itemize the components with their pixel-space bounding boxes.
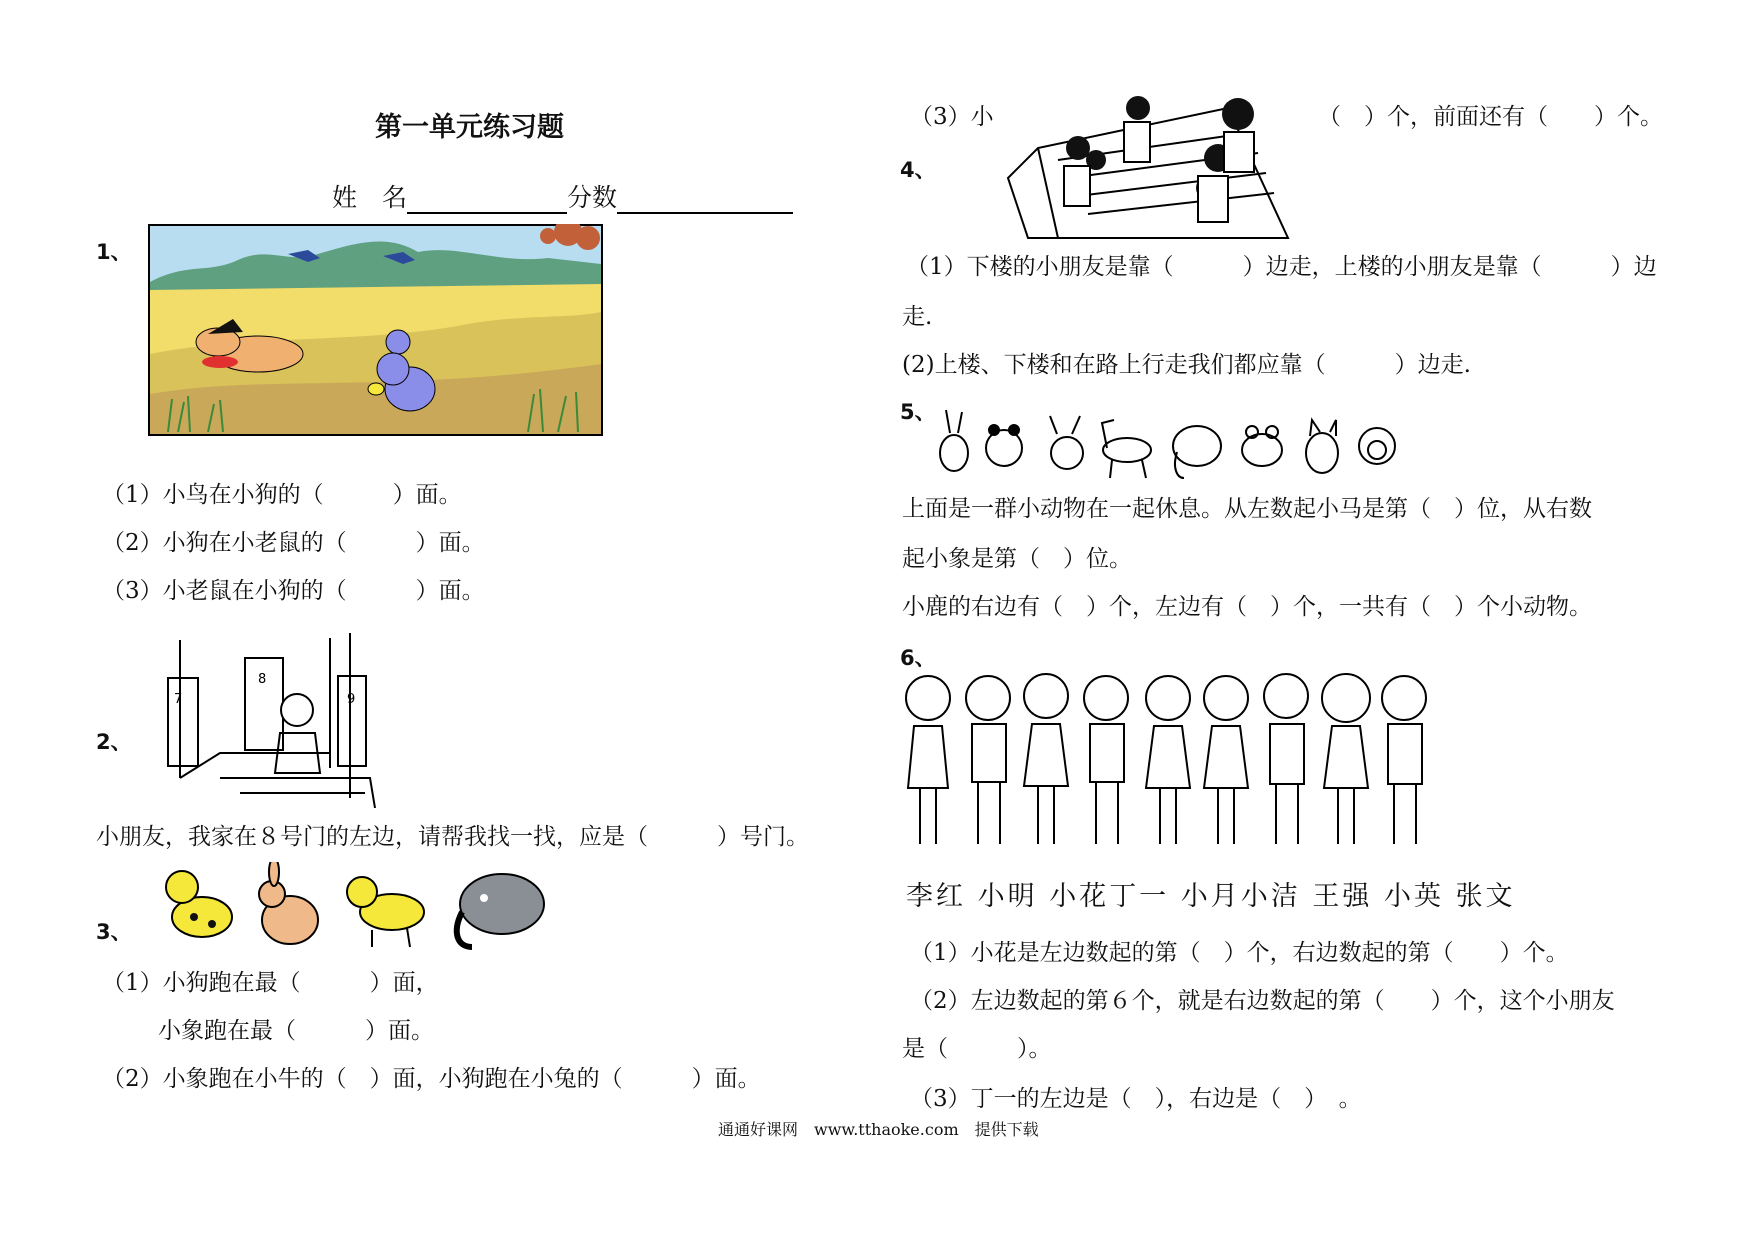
q2-text: 小朋友，我家在８号门的左边，请帮我找一找，应是（ ）号门。 [96,824,809,850]
name-score-line [332,178,793,214]
q5-line-3: 小鹿的右边有（ ）个，左边有（ ）个，一共有（ ）个小动物。 [902,594,1592,620]
dog-icon [166,871,232,937]
q3-number: 3、 [96,920,132,944]
q6-number: 6、 [900,646,936,670]
horse-icon [1102,420,1151,478]
child-name: 丁一 [1109,881,1170,912]
rabbit-icon [940,410,968,471]
q3-item-2: （2）小象跑在小牛的（ ）面，小狗跑在小兔的（ ）面。 [102,1066,761,1092]
door-number-9: 9 [347,692,356,707]
q1-item-2: （2）小狗在小老鼠的（ ）面。 [102,530,485,556]
child-boy-icon [966,676,1010,844]
rabbit-icon [259,862,318,944]
child-girl-icon [1322,674,1370,844]
q4-item-2: (2)上楼、下楼和在路上行走我们都应靠（ ）边走. [902,352,1471,378]
child-girl-icon [906,676,950,844]
child-name: 小花 [1049,881,1110,912]
q3-item-3-tail: （ ）个，前面还有（ ）个。 [1318,104,1663,130]
q2-number: 2、 [96,730,132,754]
child-name: 小洁 [1240,881,1301,912]
q3-item-1b: 小象跑在最（ ）面。 [158,1018,434,1044]
child-girl-icon [1024,674,1068,844]
child-name: 王强 [1312,881,1373,912]
door-number-8: 8 [258,672,267,687]
child-name: 小月 [1180,881,1241,912]
q5-line-2: 起小象是第（ ）位。 [902,546,1132,572]
child-boy-icon [1264,674,1308,844]
q6-name-row [906,874,1516,913]
elephant-icon [457,874,544,947]
name-label: 姓 名 [332,183,408,212]
elephant-icon [1173,426,1221,478]
child-girl-icon [1204,676,1248,844]
child-boy-icon [1382,676,1426,844]
q5-line-1: 上面是一群小动物在一起休息。从左数起小马是第（ ）位，从右数 [902,496,1592,522]
q6-item-1: （1）小花是左边数起的第（ ）个，右边数起的第（ ）个。 [910,940,1569,966]
footer-credit: 通通好课网 www.tthaoke.com 提供下载 [718,1120,1039,1139]
q6-children-picture [900,668,1440,854]
q1-item-3: （3）小老鼠在小狗的（ ）面。 [102,578,485,604]
frog-icon [1242,426,1282,466]
q2-doors-picture [150,628,412,808]
q3-item-3-start: （3）小 [910,104,994,130]
deer-icon [1050,416,1083,469]
q3-item-1: （1）小狗跑在最（ ）面， [102,970,439,996]
monkey-icon [1359,428,1395,464]
score-label: 分数 [567,183,618,212]
q6-item-2b: 是（ ）。 [902,1036,1052,1062]
score-blank[interactable] [617,188,793,214]
q4-stairs-picture [998,88,1300,248]
panda-icon [986,425,1022,466]
page-title: 第一单元练习题 [375,112,564,143]
q1-number: 1、 [96,240,132,264]
child-name: 小英 [1383,881,1444,912]
q1-scene-picture [148,224,603,436]
child-name: 李红 [906,881,966,912]
q6-item-2: （2）左边数起的第６个，就是右边数起的第（ ）个，这个小朋友 [910,988,1615,1014]
cat-icon [1306,420,1338,473]
cow-icon [347,877,424,947]
child-name: 小明 [977,881,1038,912]
child-boy-icon [1084,676,1128,844]
q5-number: 5、 [900,400,936,424]
child-name: 张文 [1455,881,1516,912]
name-blank[interactable] [407,188,567,214]
q4-item-1: （1）下楼的小朋友是靠（ ）边走，上楼的小朋友是靠（ ）边 [906,254,1657,280]
q1-item-1: （1）小鸟在小狗的（ ）面。 [102,482,462,508]
q5-animals-picture [932,408,1402,482]
q4-item-1b: 走. [902,304,933,330]
q4-number: 4、 [900,158,936,182]
child-girl-icon [1146,676,1190,844]
q3-animals-picture [162,862,562,954]
q6-item-3: （3）丁一的左边是（ ），右边是（ ） 。 [910,1086,1362,1112]
door-number-7: 7 [174,692,183,707]
